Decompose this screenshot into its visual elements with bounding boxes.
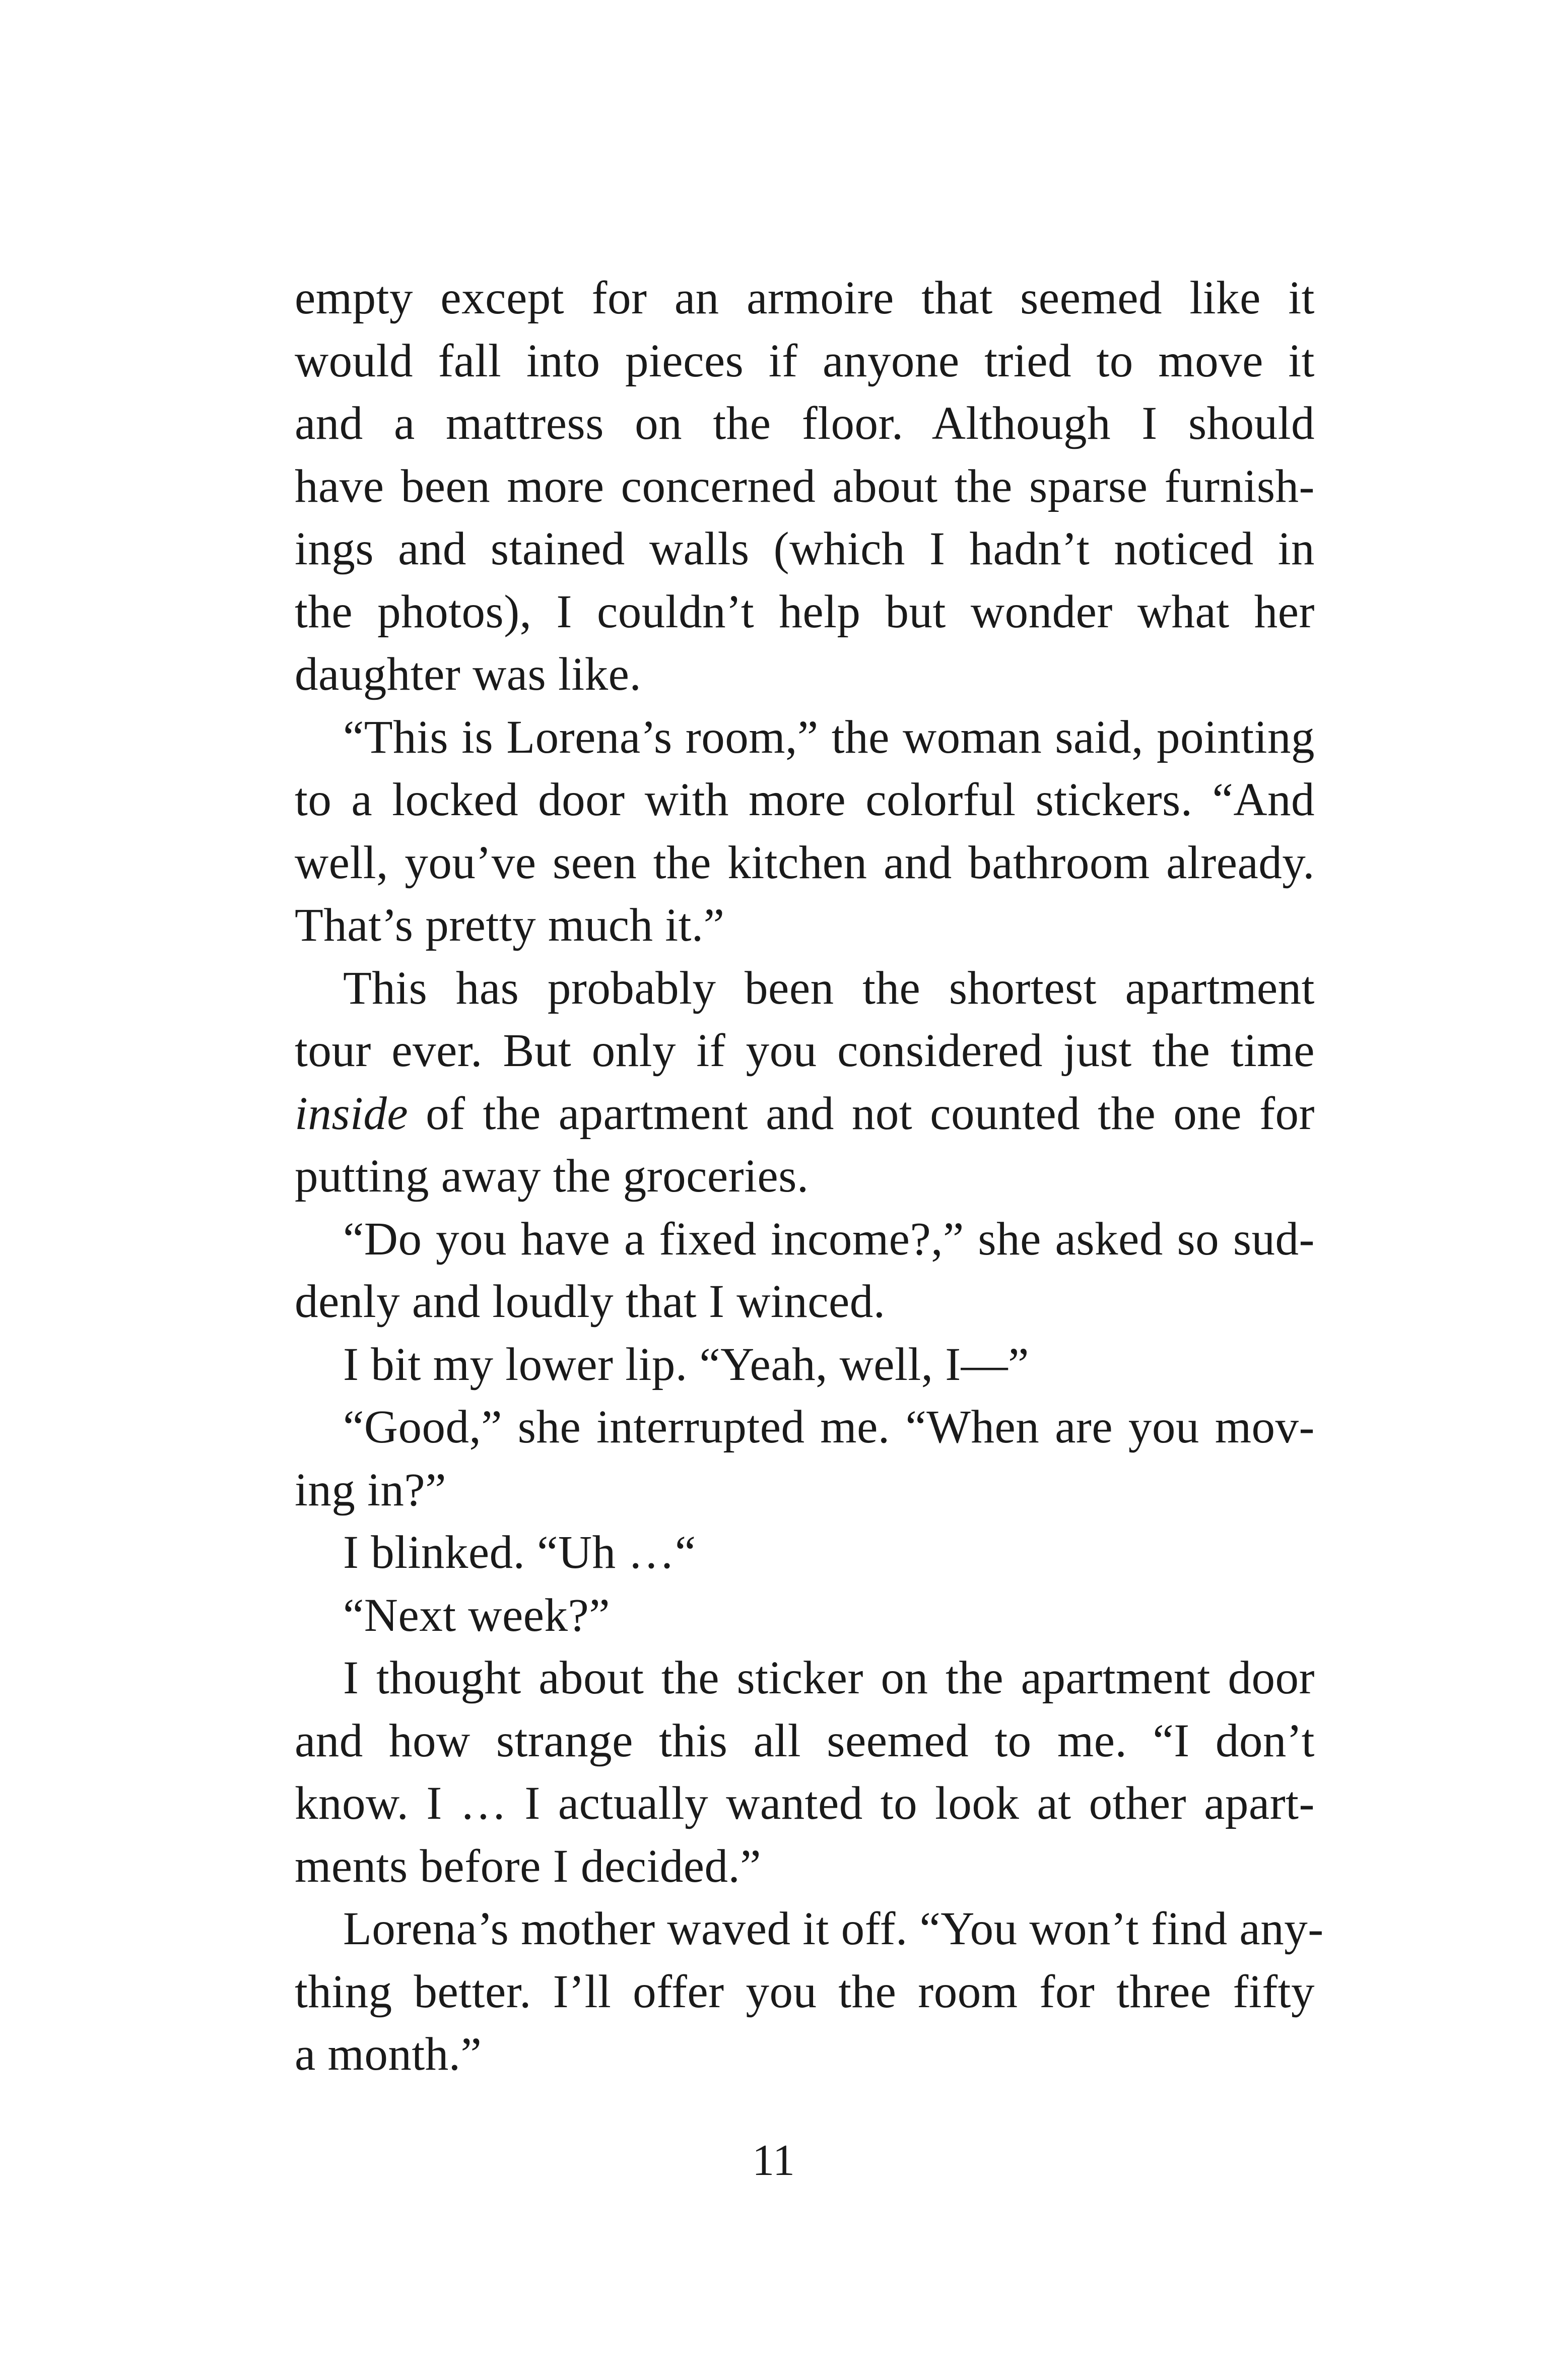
text-line: I blinked. “Uh …“ xyxy=(343,1527,696,1578)
text-line: thing better. I’ll offer you the room for three fifty xyxy=(295,1965,1315,2018)
text-line: That’s pretty much it.” xyxy=(295,899,725,951)
body-text xyxy=(295,267,1324,2086)
text-line: empty except for an armoire that seemed like it xyxy=(295,272,1315,324)
text-line: to a locked door with more colorful stickers. “And xyxy=(295,774,1315,826)
text-line: know. I … I actually wanted to look at other apart- xyxy=(295,1777,1315,1829)
text-line: putting away the groceries. xyxy=(295,1150,809,1202)
text-line: and how strange this all seemed to me. “I don’t xyxy=(295,1714,1315,1767)
text-line: ing in?” xyxy=(295,1464,446,1516)
text-line: I thought about the sticker on the apartment door xyxy=(343,1652,1315,1704)
text-line-rest: of the apartment and not counted the one for xyxy=(426,1087,1315,1140)
text-line: would fall into pieces if anyone tried to move it xyxy=(295,335,1315,387)
page-number: 11 xyxy=(752,2136,795,2185)
italic-word: inside xyxy=(295,1087,409,1140)
text-line: “Do you have a fixed income?,” she asked so sud- xyxy=(343,1213,1315,1265)
text-line: “Next week?” xyxy=(343,1589,611,1641)
text-line: a month.” xyxy=(295,2028,482,2080)
text-line: “This is Lorena’s room,” the woman said, pointing xyxy=(343,711,1315,763)
text-line: tour ever. But only if you considered just the time xyxy=(295,1025,1315,1077)
text-line xyxy=(295,1083,1315,1146)
text-line: Lorena’s mother waved it off. “You won’t find any- xyxy=(343,1903,1324,1955)
text-line: the photos), I couldn’t help but wonder what her xyxy=(295,585,1315,638)
text-line: I bit my lower lip. “Yeah, well, I—” xyxy=(343,1338,1029,1391)
text-line: “Good,” she interrupted me. “When are you mov- xyxy=(343,1401,1315,1453)
text-line: This has probably been the shortest apartment xyxy=(343,962,1315,1014)
text-line: daughter was like. xyxy=(295,648,642,700)
text-line: well, you’ve seen the kitchen and bathroom already. xyxy=(295,836,1315,889)
text-line: and a mattress on the floor. Although I should xyxy=(295,398,1315,449)
text-line: have been more concerned about the sparse furnish- xyxy=(295,460,1315,512)
text-line: ments before I decided.” xyxy=(295,1840,762,1892)
text-line: denly and loudly that I winced. xyxy=(295,1276,886,1328)
text-line: ings and stained walls (which I hadn’t noticed in xyxy=(295,523,1315,575)
